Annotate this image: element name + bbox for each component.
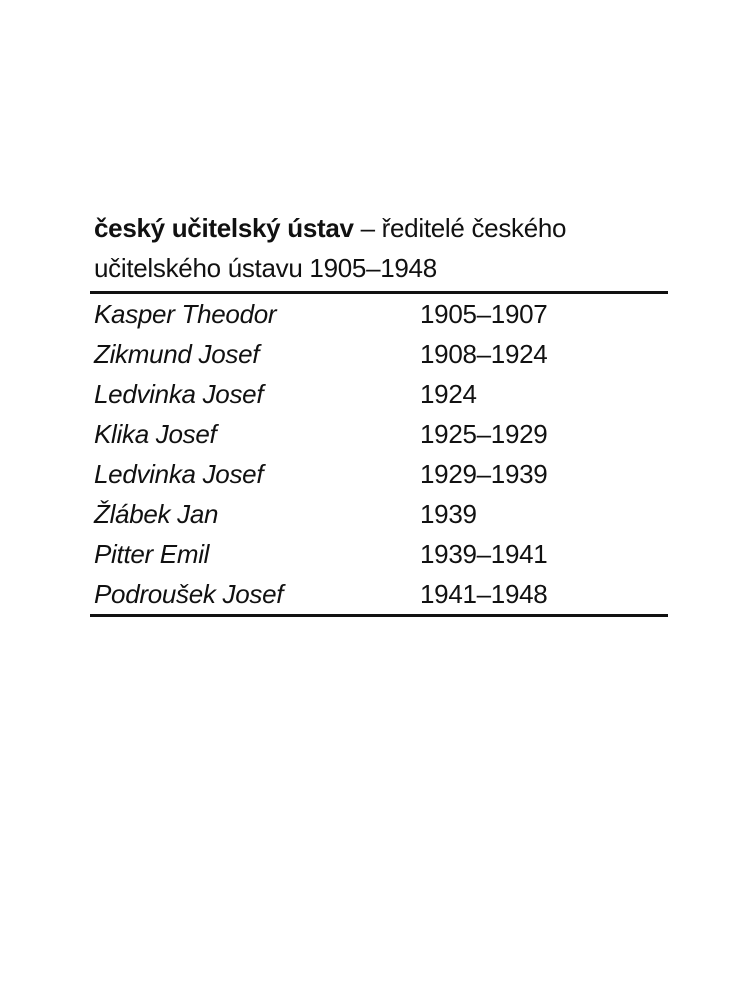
heading-line-2: učitelského ústavu 1905–1948 [94,253,437,283]
table-row [90,414,668,454]
table-row [90,534,668,574]
table-row [90,334,668,374]
table-bottom-rule [90,614,668,617]
document-body [90,208,668,617]
director-name: Ledvinka Josef [94,379,264,409]
table-row [90,294,668,334]
director-name: Zikmund Josef [94,339,260,369]
table-row [90,374,668,414]
director-years: 1939 [420,499,477,529]
director-years: 1939–1941 [420,539,548,569]
director-name: Klika Josef [94,419,217,449]
directors-table [90,294,668,614]
director-years: 1908–1924 [420,339,548,369]
heading-bold-title: český učitelský ústav [94,213,354,243]
director-name: Žlábek Jan [94,499,219,529]
director-name: Kasper Theodor [94,299,277,329]
director-name: Podroušek Josef [94,579,284,609]
table-heading [90,208,668,288]
director-years: 1941–1948 [420,579,548,609]
director-years: 1905–1907 [420,299,548,329]
table-row [90,454,668,494]
director-years: 1924 [420,379,477,409]
director-name: Ledvinka Josef [94,459,264,489]
heading-title-continuation: – ředitelé českého [353,213,567,243]
table-row [90,574,668,614]
heading-line-1 [94,208,668,248]
director-name: Pitter Emil [94,539,210,569]
director-years: 1925–1929 [420,419,548,449]
table-row [90,494,668,534]
director-years: 1929–1939 [420,459,548,489]
